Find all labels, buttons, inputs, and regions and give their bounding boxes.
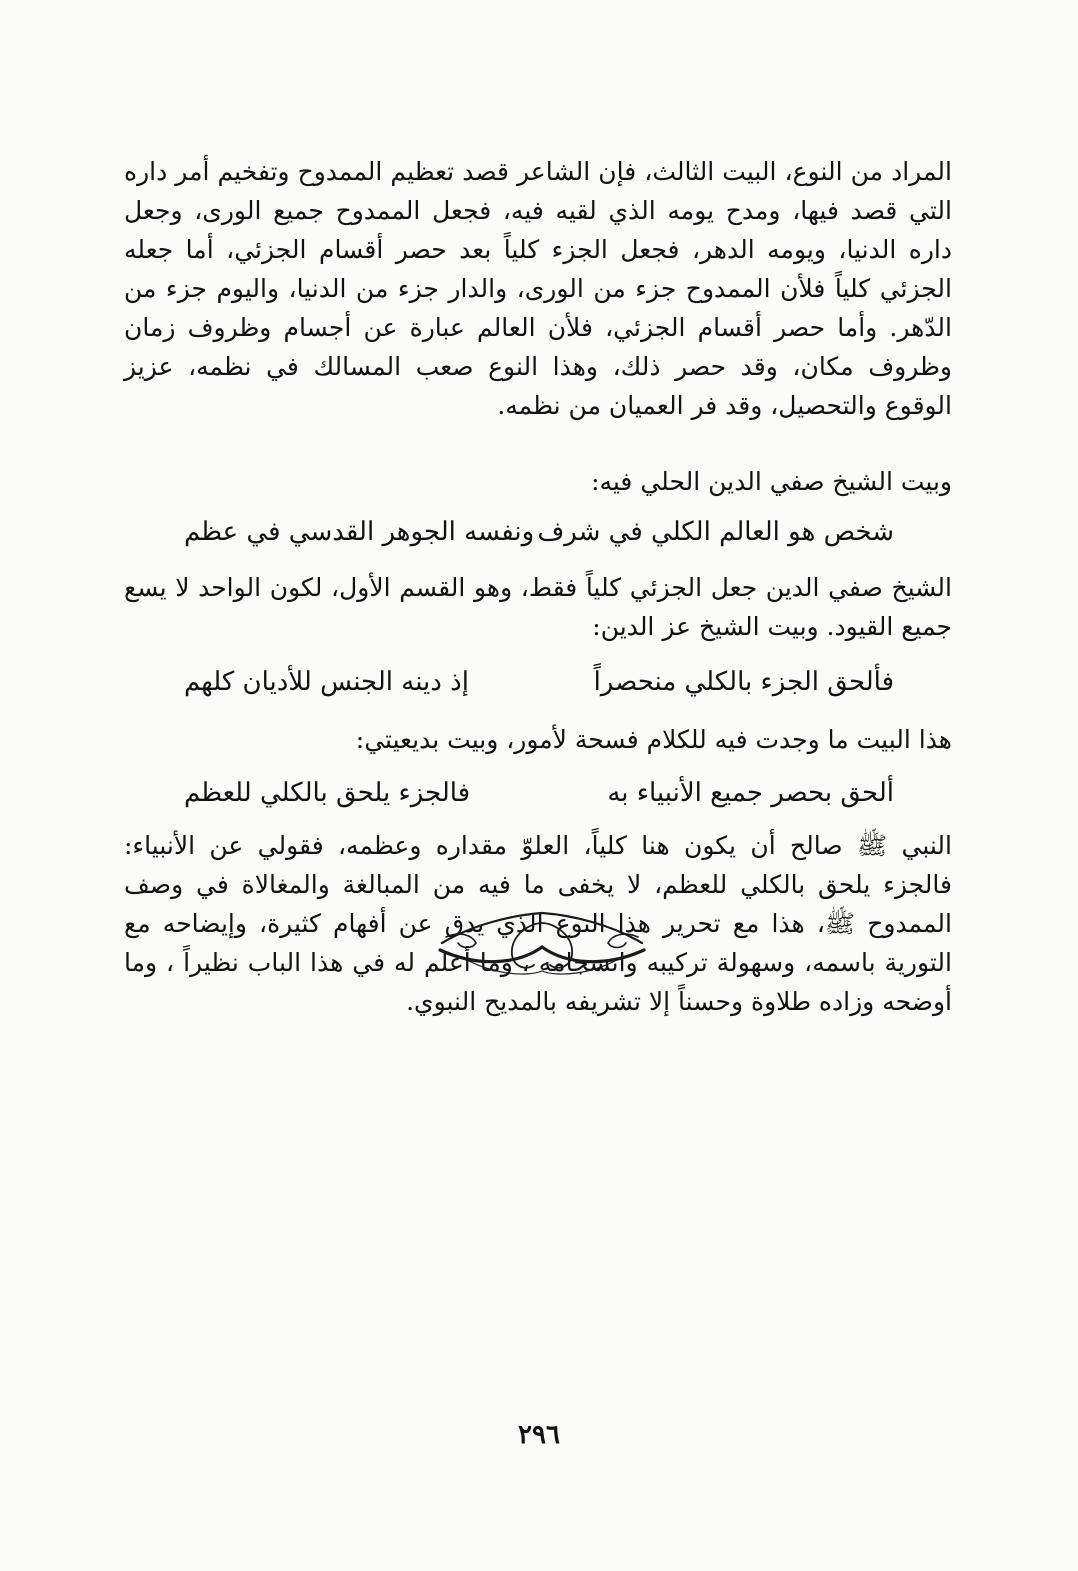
paragraph-4: هذا البيت ما وجدت فيه للكلام فسحة لأمور، وبيت بديعيتي:: [355, 725, 952, 754]
verse-2-first-hemistich: فألحق الجزء بالكلي منحصراً: [593, 667, 894, 697]
verse-1-first-hemistich: شخص هو العالم الكلي في شرف: [537, 517, 894, 547]
verse-1-second-hemistich: ونفسه الجوهر القدسي في عظم: [184, 517, 535, 547]
page-number: ٢٩٦: [518, 1420, 560, 1450]
paragraph-5: النبي ﷺ صالح أن يكون هنا كلياً، العلوّ مقداره وعظمه، فقولي عن الأنبياء: فالجزء يلحق بالكلي للعظم، لا يخفى ما فيه من المبالغة والمغالاة في وصف الممدوح ﷺ، هذا مع تحرير هذا النوع الذي يدق عن أفهام كثيرة، وإيضاحه مع التورية باسمه، وسهولة تركيبه وانسجامه ، وما أعلم له في هذا الباب نظيراً ، وما أوضحه وزاده طلاوة وحسناً إلا تشريفه بالمديح النبوي.: [124, 831, 952, 1016]
paragraph-2: وبيت الشيخ صفي الدين الحلي فيه:: [591, 467, 952, 496]
paragraph-1: المراد من النوع، البيت الثالث، فإن الشاعر قصد تعظيم الممدوح وتفخيم أمر داره التي قصد فيها، ومدح يومه الذي لقيه فيه، فجعل الممدوح جميع الورى، وجعل داره الدنيا، ويومه الدهر، فجعل الجزء كلياً بعد حصر أقسام الجزئي، أما جعله الجزئي كلياً فلأن الممدوح جزء من الورى، والدار جزء من الدنيا، واليوم جزء من الدّهر. وأما حصر أقسام الجزئي، فلأن العالم عبارة عن أجسام وظروف زمان وظروف مكان، وقد حصر ذلك، وهذا النوع صعب المسالك في نظمه، عزيز الوقوع والتحصيل، وقد فر العميان من نظمه.: [124, 157, 952, 420]
verse-3-first-hemistich: ألحق بحصر جميع الأنبياء به: [607, 778, 894, 808]
verse-1: [184, 512, 894, 552]
verse-3: [184, 773, 894, 813]
verse-2: [184, 662, 894, 702]
verse-2-second-hemistich: إذ دينه الجنس للأديان كلهم: [184, 667, 469, 697]
verse-3-second-hemistich: فالجزء يلحق بالكلي للعظم: [184, 778, 471, 808]
decorative-flourish-icon: [432, 895, 652, 985]
paragraph-3: الشيخ صفي الدين جعل الجزئي كلياً فقط، وهو القسم الأول، لكون الواحد لا يسع جميع القيود. وبيت الشيخ عز الدين:: [124, 573, 952, 641]
